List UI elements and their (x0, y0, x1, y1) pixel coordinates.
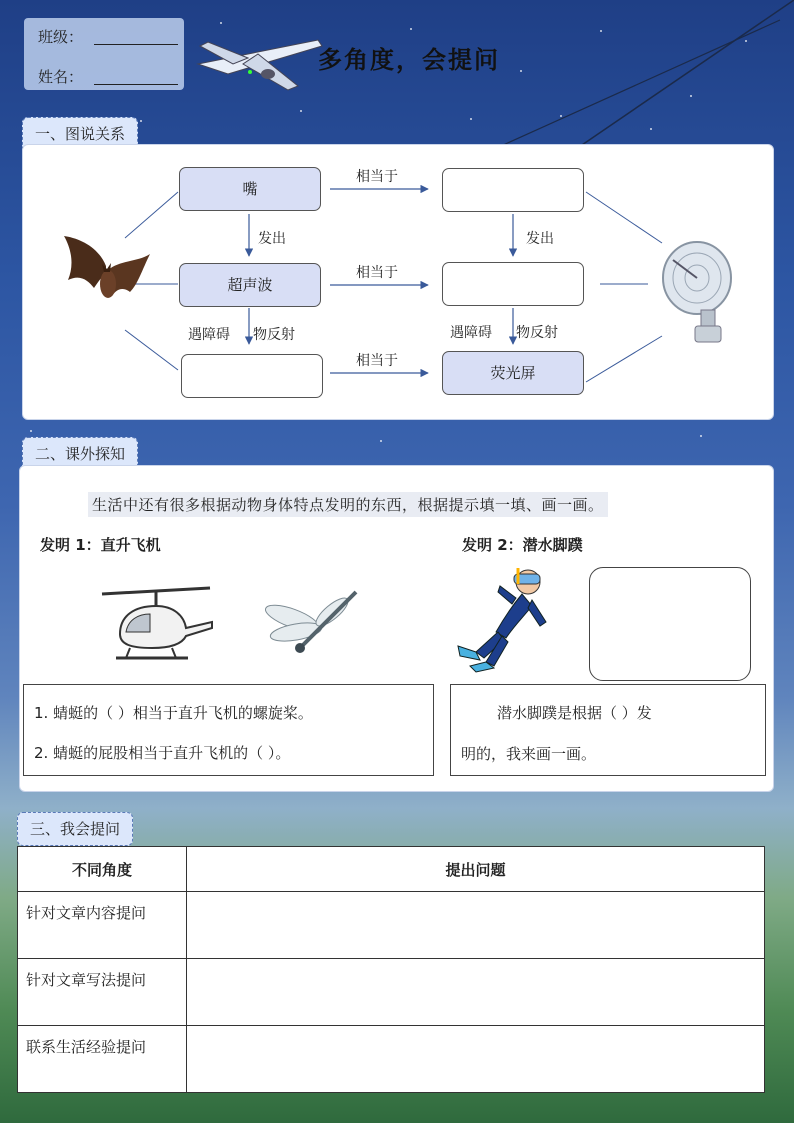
name-label: 姓名： (38, 68, 84, 86)
section1-tab: 一、图说关系 (22, 117, 138, 151)
invention1-title: 发明 1：直升飞机 (40, 536, 161, 554)
radar-dish-icon (655, 240, 735, 346)
diver-icon (456, 566, 556, 674)
node-mouth: 嘴 (179, 167, 321, 211)
label-reflect-left-1: 遇障碍 (188, 327, 230, 343)
bat-icon (58, 236, 154, 310)
invention2-title: 发明 2：潜水脚蹼 (462, 536, 583, 554)
blank-node-top-right[interactable] (442, 168, 584, 212)
label-reflect-left-2: 物反射 (253, 327, 295, 343)
answer-cell-writing[interactable] (187, 959, 765, 1026)
label-emit-left: 发出 (258, 231, 286, 247)
table-row (18, 1026, 765, 1093)
table-row (18, 959, 765, 1026)
question-1: 1. 蜻蜓的（ ）相当于直升飞机的螺旋桨。 (34, 704, 313, 722)
answer-cell-life[interactable] (187, 1026, 765, 1093)
table-header-question: 提出问题 (187, 847, 765, 892)
node-screen: 荧光屏 (442, 351, 584, 395)
label-reflect-right-1: 遇障碍 (450, 325, 492, 341)
node-ultrasound: 超声波 (179, 263, 321, 307)
label-reflect-right-2: 物反射 (516, 325, 558, 341)
section2-intro: 生活中还有很多根据动物身体特点发明的东西，根据提示填一填、画一画。 (88, 492, 608, 517)
label-equiv-1: 相当于 (356, 169, 398, 185)
row-label-life: 联系生活经验提问 (18, 1026, 187, 1093)
drawing-area[interactable] (589, 567, 751, 681)
label-emit-right: 发出 (526, 231, 554, 247)
table-header-angle: 不同角度 (18, 847, 187, 892)
page-title: 多角度，会提问 (318, 45, 500, 74)
helicopter-icon (100, 586, 214, 664)
blank-node-mid-right[interactable] (442, 262, 584, 306)
dragonfly-icon (262, 586, 362, 662)
flipper-question-box (450, 684, 766, 776)
question-3-line2: 明的，我来画一画。 (461, 745, 597, 763)
class-label: 班级： (38, 28, 84, 46)
section2-tab: 二、课外探知 (22, 437, 138, 471)
section3-tab: 三、我会提问 (17, 812, 133, 846)
row-label-writing: 针对文章写法提问 (18, 959, 187, 1026)
label-equiv-3: 相当于 (356, 353, 398, 369)
dragonfly-question-box (23, 684, 434, 776)
question-table (17, 846, 765, 1093)
label-equiv-2: 相当于 (356, 265, 398, 281)
answer-cell-content[interactable] (187, 892, 765, 959)
table-row (18, 892, 765, 959)
blank-node-bottom-left[interactable] (181, 354, 323, 398)
row-label-content: 针对文章内容提问 (18, 892, 187, 959)
question-2: 2. 蜻蜓的屁股相当于直升飞机的（ ）。 (34, 744, 291, 762)
question-3-line1: 潜水脚蹼是根据（ ）发 (497, 704, 652, 722)
